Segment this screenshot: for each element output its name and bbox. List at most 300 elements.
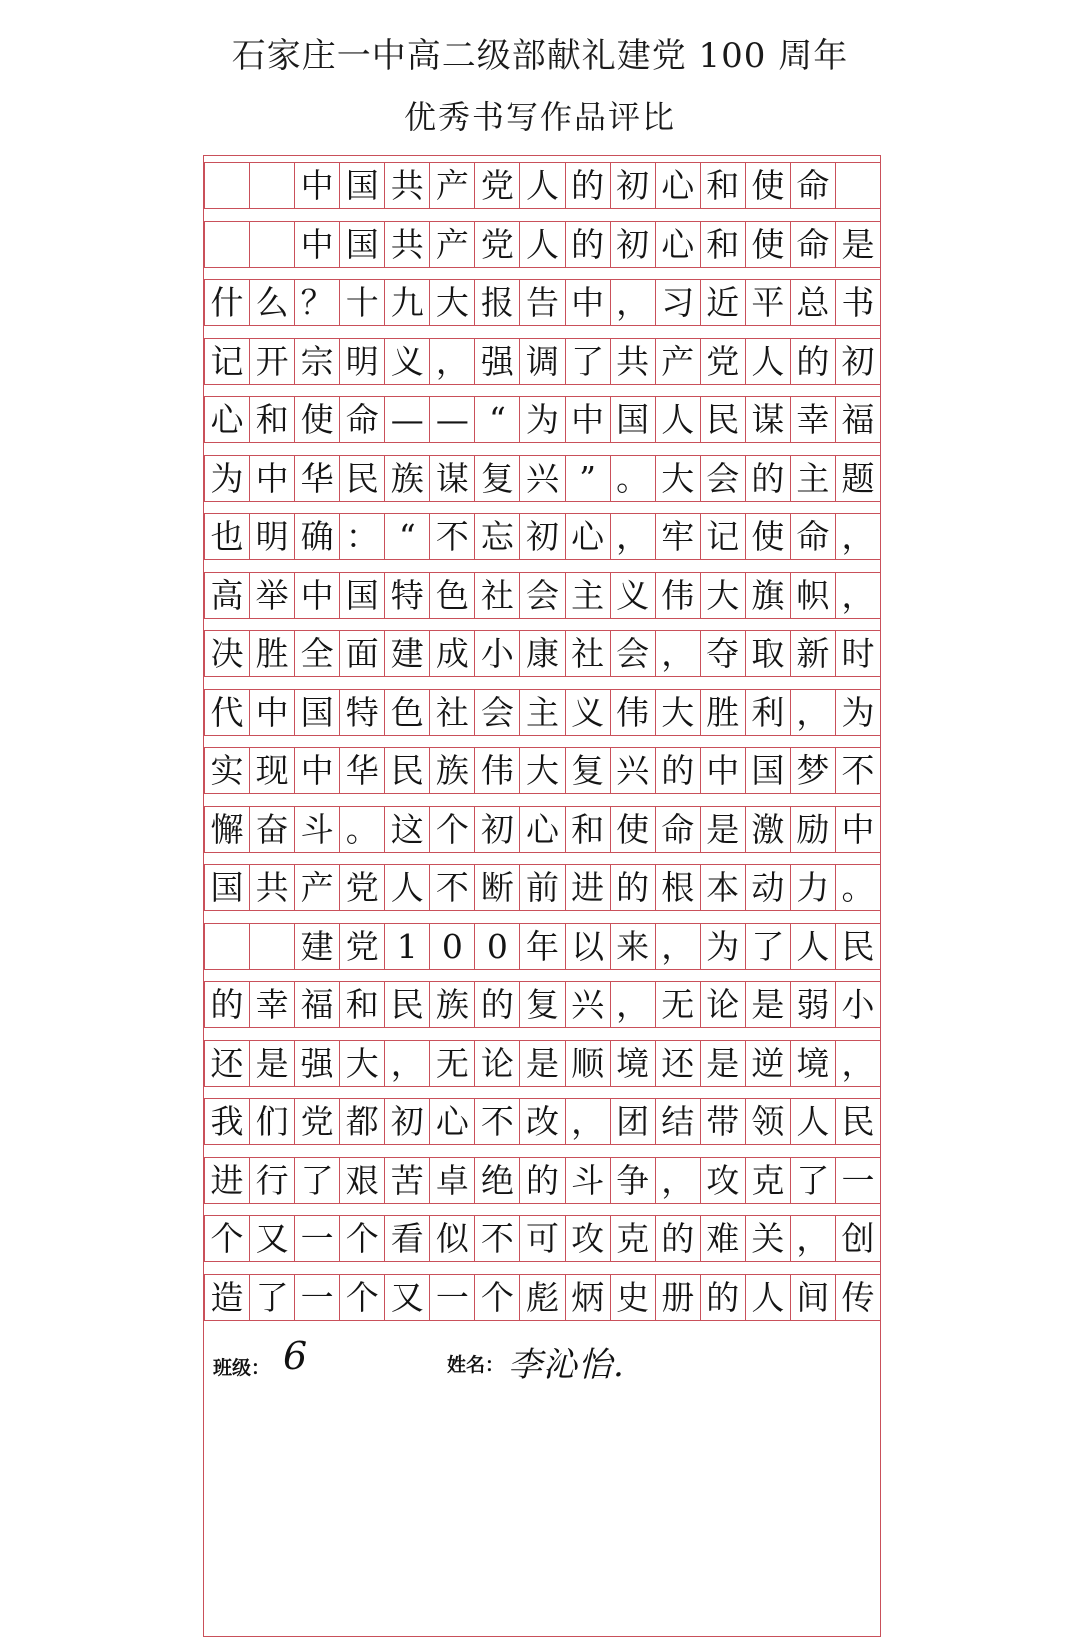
grid-cell: 苦 [384,1158,429,1204]
grid-cell: 看 [384,1216,429,1262]
grid-cell: 使 [745,514,790,560]
grid-cell: 告 [519,280,564,326]
grid-row [204,1215,880,1262]
page-subtitle: 优秀书写作品评比 [403,98,676,136]
grid-row [204,806,880,853]
grid-cell: 的 [745,456,790,502]
grid-cell: 民 [835,924,880,970]
grid-cell: 们 [249,1099,294,1145]
grid-cell: 境 [610,1041,655,1087]
grid-cell: 大 [429,280,474,326]
grid-cell: 十 [339,280,384,326]
grid-cell: 不 [474,1216,519,1262]
grid-cell: 党 [339,865,384,911]
grid-cell [249,222,294,268]
grid-cell: 攻 [700,1158,745,1204]
grid-cell: 团 [610,1099,655,1145]
grid-cell: 利 [745,690,790,736]
grid-cell: 记 [700,514,745,560]
grid-cell: 共 [384,163,429,209]
grid-cell: 人 [519,222,564,268]
grid-cell: 我 [204,1099,249,1145]
grid-cell: 么 [249,280,294,326]
grid-row [204,923,880,970]
grid-cell: 兴 [519,456,564,502]
grid-cell: 励 [790,807,835,853]
grid-cell: 个 [339,1216,384,1262]
grid-cell: 中 [294,163,339,209]
grid-cell: ， [655,631,700,677]
grid-cell [249,924,294,970]
grid-cell: 兴 [610,748,655,794]
grid-cell: 命 [790,163,835,209]
grid-cell [835,163,880,209]
grid-cell: 命 [339,397,384,443]
grid-cell: 人 [519,163,564,209]
grid-cell: — [384,397,429,443]
grid-cell: 党 [474,163,519,209]
grid-cell: 时 [835,631,880,677]
grid-cell: 使 [745,163,790,209]
class-label: 班级： [213,1357,271,1379]
grid-cell: 康 [519,631,564,677]
grid-row [204,279,880,326]
grid-cell: 又 [384,1275,429,1321]
grid-cell: 中 [565,397,610,443]
grid-cell: 1 [384,924,429,970]
grid-cell: 改 [519,1099,564,1145]
grid-cell: 激 [745,807,790,853]
grid-cell: 了 [790,1158,835,1204]
grid-row [204,1157,880,1204]
grid-cell: 初 [519,514,564,560]
grid-cell: 根 [655,865,700,911]
grid-cell: 高 [204,573,249,619]
grid-cell: 复 [519,982,564,1028]
grid-cell: 不 [429,865,474,911]
grid-cell: 民 [384,982,429,1028]
grid-cell: 产 [429,163,474,209]
grid-cell: 争 [610,1158,655,1204]
grid-cell: 现 [249,748,294,794]
grid-cell: 的 [790,339,835,385]
grid-cell: 总 [790,280,835,326]
grid-cell: 命 [655,807,700,853]
grid-cell: 间 [790,1275,835,1321]
grid-row [204,630,880,677]
grid-cell: 书 [835,280,880,326]
grid-cell: 兴 [565,982,610,1028]
grid-cell: 主 [519,690,564,736]
grid-cell: 又 [249,1216,294,1262]
grid-cell: 年 [519,924,564,970]
grid-cell: 来 [610,924,655,970]
grid-row [204,572,880,619]
grid-cell: 九 [384,280,429,326]
grid-cell: 色 [429,573,474,619]
grid-cell: 不 [835,748,880,794]
grid-cell: 产 [294,865,339,911]
grid-cell: 族 [429,748,474,794]
grid-cell: “ [384,514,429,560]
grid-cell: 福 [835,397,880,443]
grid-cell: 彪 [519,1275,564,1321]
grid-cell [204,924,249,970]
grid-cell: 特 [384,573,429,619]
grid-cell: 是 [700,1041,745,1087]
grid-cell: 心 [519,807,564,853]
grid-cell: 实 [204,748,249,794]
grid-cell: 产 [429,222,474,268]
grid-cell: 决 [204,631,249,677]
grid-cell: 绝 [474,1158,519,1204]
grid-cell: 和 [565,807,610,853]
grid-cell: 梦 [790,748,835,794]
grid-cell: 谋 [429,456,474,502]
grid-cell [204,222,249,268]
grid-cell: 造 [204,1275,249,1321]
grid-cell: 宗 [294,339,339,385]
grid-cell: 主 [790,456,835,502]
grid-cell: 结 [655,1099,700,1145]
grid-cell: 中 [294,748,339,794]
grid-cell: 为 [700,924,745,970]
grid-cell: 强 [474,339,519,385]
grid-cell: “ [474,397,519,443]
grid-cell: 族 [429,982,474,1028]
grid-cell: 。 [339,807,384,853]
grid-cell: 无 [429,1041,474,1087]
grid-cell: 一 [429,1275,474,1321]
grid-cell: ， [384,1041,429,1087]
grid-cell: 。 [610,456,655,502]
grid-cell: 为 [204,456,249,502]
grid-cell: 帜 [790,573,835,619]
grid-cell: 主 [565,573,610,619]
grid-cell [204,163,249,209]
grid-cell: 进 [565,865,610,911]
grid-cell: 个 [474,1275,519,1321]
grid-cell: 共 [249,865,294,911]
grid-cell: ， [835,1041,880,1087]
grid-cell: 个 [204,1216,249,1262]
grid-cell: 这 [384,807,429,853]
grid-cell: ， [655,924,700,970]
grid-cell: 不 [429,514,474,560]
grid-cell: 民 [835,1099,880,1145]
grid-cell: 心 [204,397,249,443]
grid-cell: 史 [610,1275,655,1321]
grid-cell: 人 [790,1099,835,1145]
grid-cell: 册 [655,1275,700,1321]
grid-cell: 复 [474,456,519,502]
grid-cell: 开 [249,339,294,385]
grid-cell: 和 [339,982,384,1028]
grid-cell: 初 [610,163,655,209]
grid-cell: ， [655,1158,700,1204]
grid-cell: 人 [790,924,835,970]
grid-cell [249,163,294,209]
grid-cell: 领 [745,1099,790,1145]
grid-cell: 国 [745,748,790,794]
grid-cell: 都 [339,1099,384,1145]
grid-cell: 胜 [700,690,745,736]
name-signature: 李沁怡. [508,1345,625,1385]
grid-cell: 本 [700,865,745,911]
grid-cell: 的 [519,1158,564,1204]
grid-cell: 斗 [565,1158,610,1204]
grid-cell: 大 [339,1041,384,1087]
grid-cell: 克 [610,1216,655,1262]
grid-cell: 初 [474,807,519,853]
grid-cell: 以 [565,924,610,970]
grid-cell: 国 [339,222,384,268]
grid-cell: 确 [294,514,339,560]
grid-cell: 的 [655,1216,700,1262]
grid-cell: 初 [835,339,880,385]
grid-cell: 社 [565,631,610,677]
grid-cell: 会 [700,456,745,502]
grid-cell: 大 [519,748,564,794]
grid-cell: 还 [204,1041,249,1087]
grid-cell: 中 [700,748,745,794]
grid-cell: 社 [474,573,519,619]
grid-cell: ， [565,1099,610,1145]
class-value: 6 [283,1334,308,1378]
grid-cell: 党 [474,222,519,268]
grid-cell: 中 [294,573,339,619]
grid-cell: — [429,397,474,443]
grid-row [204,1040,880,1087]
grid-cell: 大 [700,573,745,619]
grid-cell: 和 [700,163,745,209]
grid-cell: 了 [249,1275,294,1321]
grid-cell: 成 [429,631,474,677]
writing-grid [203,155,881,1637]
grid-cell: 伟 [474,748,519,794]
grid-cell: ， [835,514,880,560]
grid-cell: 族 [384,456,429,502]
grid-cell: 中 [249,690,294,736]
grid-cell: 的 [655,748,700,794]
grid-cell: 党 [700,339,745,385]
grid-cell: 福 [294,982,339,1028]
grid-cell: 共 [384,222,429,268]
grid-cell: 义 [384,339,429,385]
grid-cell: 人 [655,397,700,443]
grid-cell: 会 [519,573,564,619]
grid-cell: 难 [700,1216,745,1262]
grid-cell: ？ [294,280,339,326]
grid-cell: ” [565,456,610,502]
grid-cell: 面 [339,631,384,677]
grid-cell: 行 [249,1158,294,1204]
grid-cell: 0 [429,924,474,970]
grid-cell: 初 [384,1099,429,1145]
grid-cell: 关 [745,1216,790,1262]
grid-cell: 卓 [429,1158,474,1204]
grid-cell: ， [610,514,655,560]
grid-cell: 艰 [339,1158,384,1204]
grid-cell: 民 [339,456,384,502]
grid-cell: 中 [294,222,339,268]
grid-cell: 色 [384,690,429,736]
grid-cell: 忘 [474,514,519,560]
grid-cell: 命 [790,514,835,560]
grid-cell: 伟 [610,690,655,736]
grid-cell: 心 [655,163,700,209]
grid-row [204,747,880,794]
grid-cell: 的 [700,1275,745,1321]
grid-cell: 和 [249,397,294,443]
grid-cell: 华 [294,456,339,502]
grid-cell: 幸 [249,982,294,1028]
grid-cell: ， [790,690,835,736]
grid-cell: 创 [835,1216,880,1262]
grid-cell: 中 [565,280,610,326]
grid-cell: 顺 [565,1041,610,1087]
grid-cell: 使 [745,222,790,268]
grid-cell: 的 [565,163,610,209]
grid-cell: 一 [294,1275,339,1321]
grid-cell: 全 [294,631,339,677]
grid-cell: 心 [655,222,700,268]
grid-cell: 个 [339,1275,384,1321]
name-label: 姓名： [447,1354,505,1376]
grid-cell: 调 [519,339,564,385]
grid-cell: 力 [790,865,835,911]
grid-cell: ： [339,514,384,560]
grid-cell: 报 [474,280,519,326]
grid-cell: 国 [339,163,384,209]
grid-cell: 为 [835,690,880,736]
grid-cell: 的 [204,982,249,1028]
grid-cell: 心 [429,1099,474,1145]
grid-cell: 义 [565,690,610,736]
grid-cell: 的 [474,982,519,1028]
grid-cell: 复 [565,748,610,794]
grid-cell: 义 [610,573,655,619]
grid-cell: 人 [745,1275,790,1321]
grid-cell: 克 [745,1158,790,1204]
grid-cell: 是 [745,982,790,1028]
grid-cell: 记 [204,339,249,385]
grid-cell: 什 [204,280,249,326]
grid-cell: 人 [384,865,429,911]
grid-cell: ， [790,1216,835,1262]
grid-row [204,162,880,209]
grid-cell: 强 [294,1041,339,1087]
grid-cell: 还 [655,1041,700,1087]
grid-cell: 传 [835,1275,880,1321]
grid-cell: 进 [204,1158,249,1204]
grid-cell: 牢 [655,514,700,560]
grid-cell: 弱 [790,982,835,1028]
grid-cell: 幸 [790,397,835,443]
grid-cell: 可 [519,1216,564,1262]
grid-cell: 大 [655,456,700,502]
grid-cell: 了 [294,1158,339,1204]
grid-cell: 似 [429,1216,474,1262]
grid-cell: 一 [294,1216,339,1262]
grid-cell: 懈 [204,807,249,853]
grid-cell: 产 [655,339,700,385]
page-title: 石家庄一中高二级部献礼建党 100 周年 [231,36,849,76]
grid-cell: 建 [294,924,339,970]
grid-cell: 华 [339,748,384,794]
grid-cell: 逆 [745,1041,790,1087]
grid-cell: 题 [835,456,880,502]
grid-cell: 大 [655,690,700,736]
grid-cell: ， [835,573,880,619]
grid-cell: 民 [700,397,745,443]
grid-cell: 境 [790,1041,835,1087]
grid-cell: 中 [835,807,880,853]
grid-cell: 炳 [565,1275,610,1321]
grid-cell: 小 [835,982,880,1028]
grid-cell: 共 [610,339,655,385]
grid-cell: 了 [745,924,790,970]
grid-row [204,689,880,736]
grid-cell: 也 [204,514,249,560]
grid-cell: 。 [835,865,880,911]
grid-cell: 习 [655,280,700,326]
grid-cell: 是 [700,807,745,853]
grid-cell: ， [610,982,655,1028]
grid-cell: 举 [249,573,294,619]
grid-row [204,513,880,560]
grid-cell: 近 [700,280,745,326]
grid-cell: 特 [339,690,384,736]
grid-cell: 人 [745,339,790,385]
grid-cell: 攻 [565,1216,610,1262]
grid-cell: 谋 [745,397,790,443]
grid-cell: 使 [294,397,339,443]
grid-cell: 心 [565,514,610,560]
grid-cell: 小 [474,631,519,677]
grid-cell: 社 [429,690,474,736]
grid-cell: 民 [384,748,429,794]
grid-row [204,981,880,1028]
grid-cell: 命 [790,222,835,268]
grid-row [204,338,880,385]
grid-cell: 旗 [745,573,790,619]
grid-cell: 一 [835,1158,880,1204]
grid-row [204,1098,880,1145]
grid-cell: 无 [655,982,700,1028]
grid-cell: 动 [745,865,790,911]
grid-row [204,455,880,502]
grid-row [204,221,880,268]
grid-cell: 明 [249,514,294,560]
grid-cell: ， [610,280,655,326]
grid-cell: 前 [519,865,564,911]
grid-cell: 胜 [249,631,294,677]
grid-cell: 国 [204,865,249,911]
grid-cell: 的 [610,865,655,911]
grid-cell: 是 [835,222,880,268]
grid-cell: 斗 [294,807,339,853]
grid-row [204,864,880,911]
grid-row [204,396,880,443]
grid-cell: 论 [700,982,745,1028]
grid-cell: 个 [429,807,474,853]
grid-cell: 明 [339,339,384,385]
grid-cell: 是 [249,1041,294,1087]
grid-cell: 会 [474,690,519,736]
grid-cell: 论 [474,1041,519,1087]
grid-row [204,1274,880,1321]
